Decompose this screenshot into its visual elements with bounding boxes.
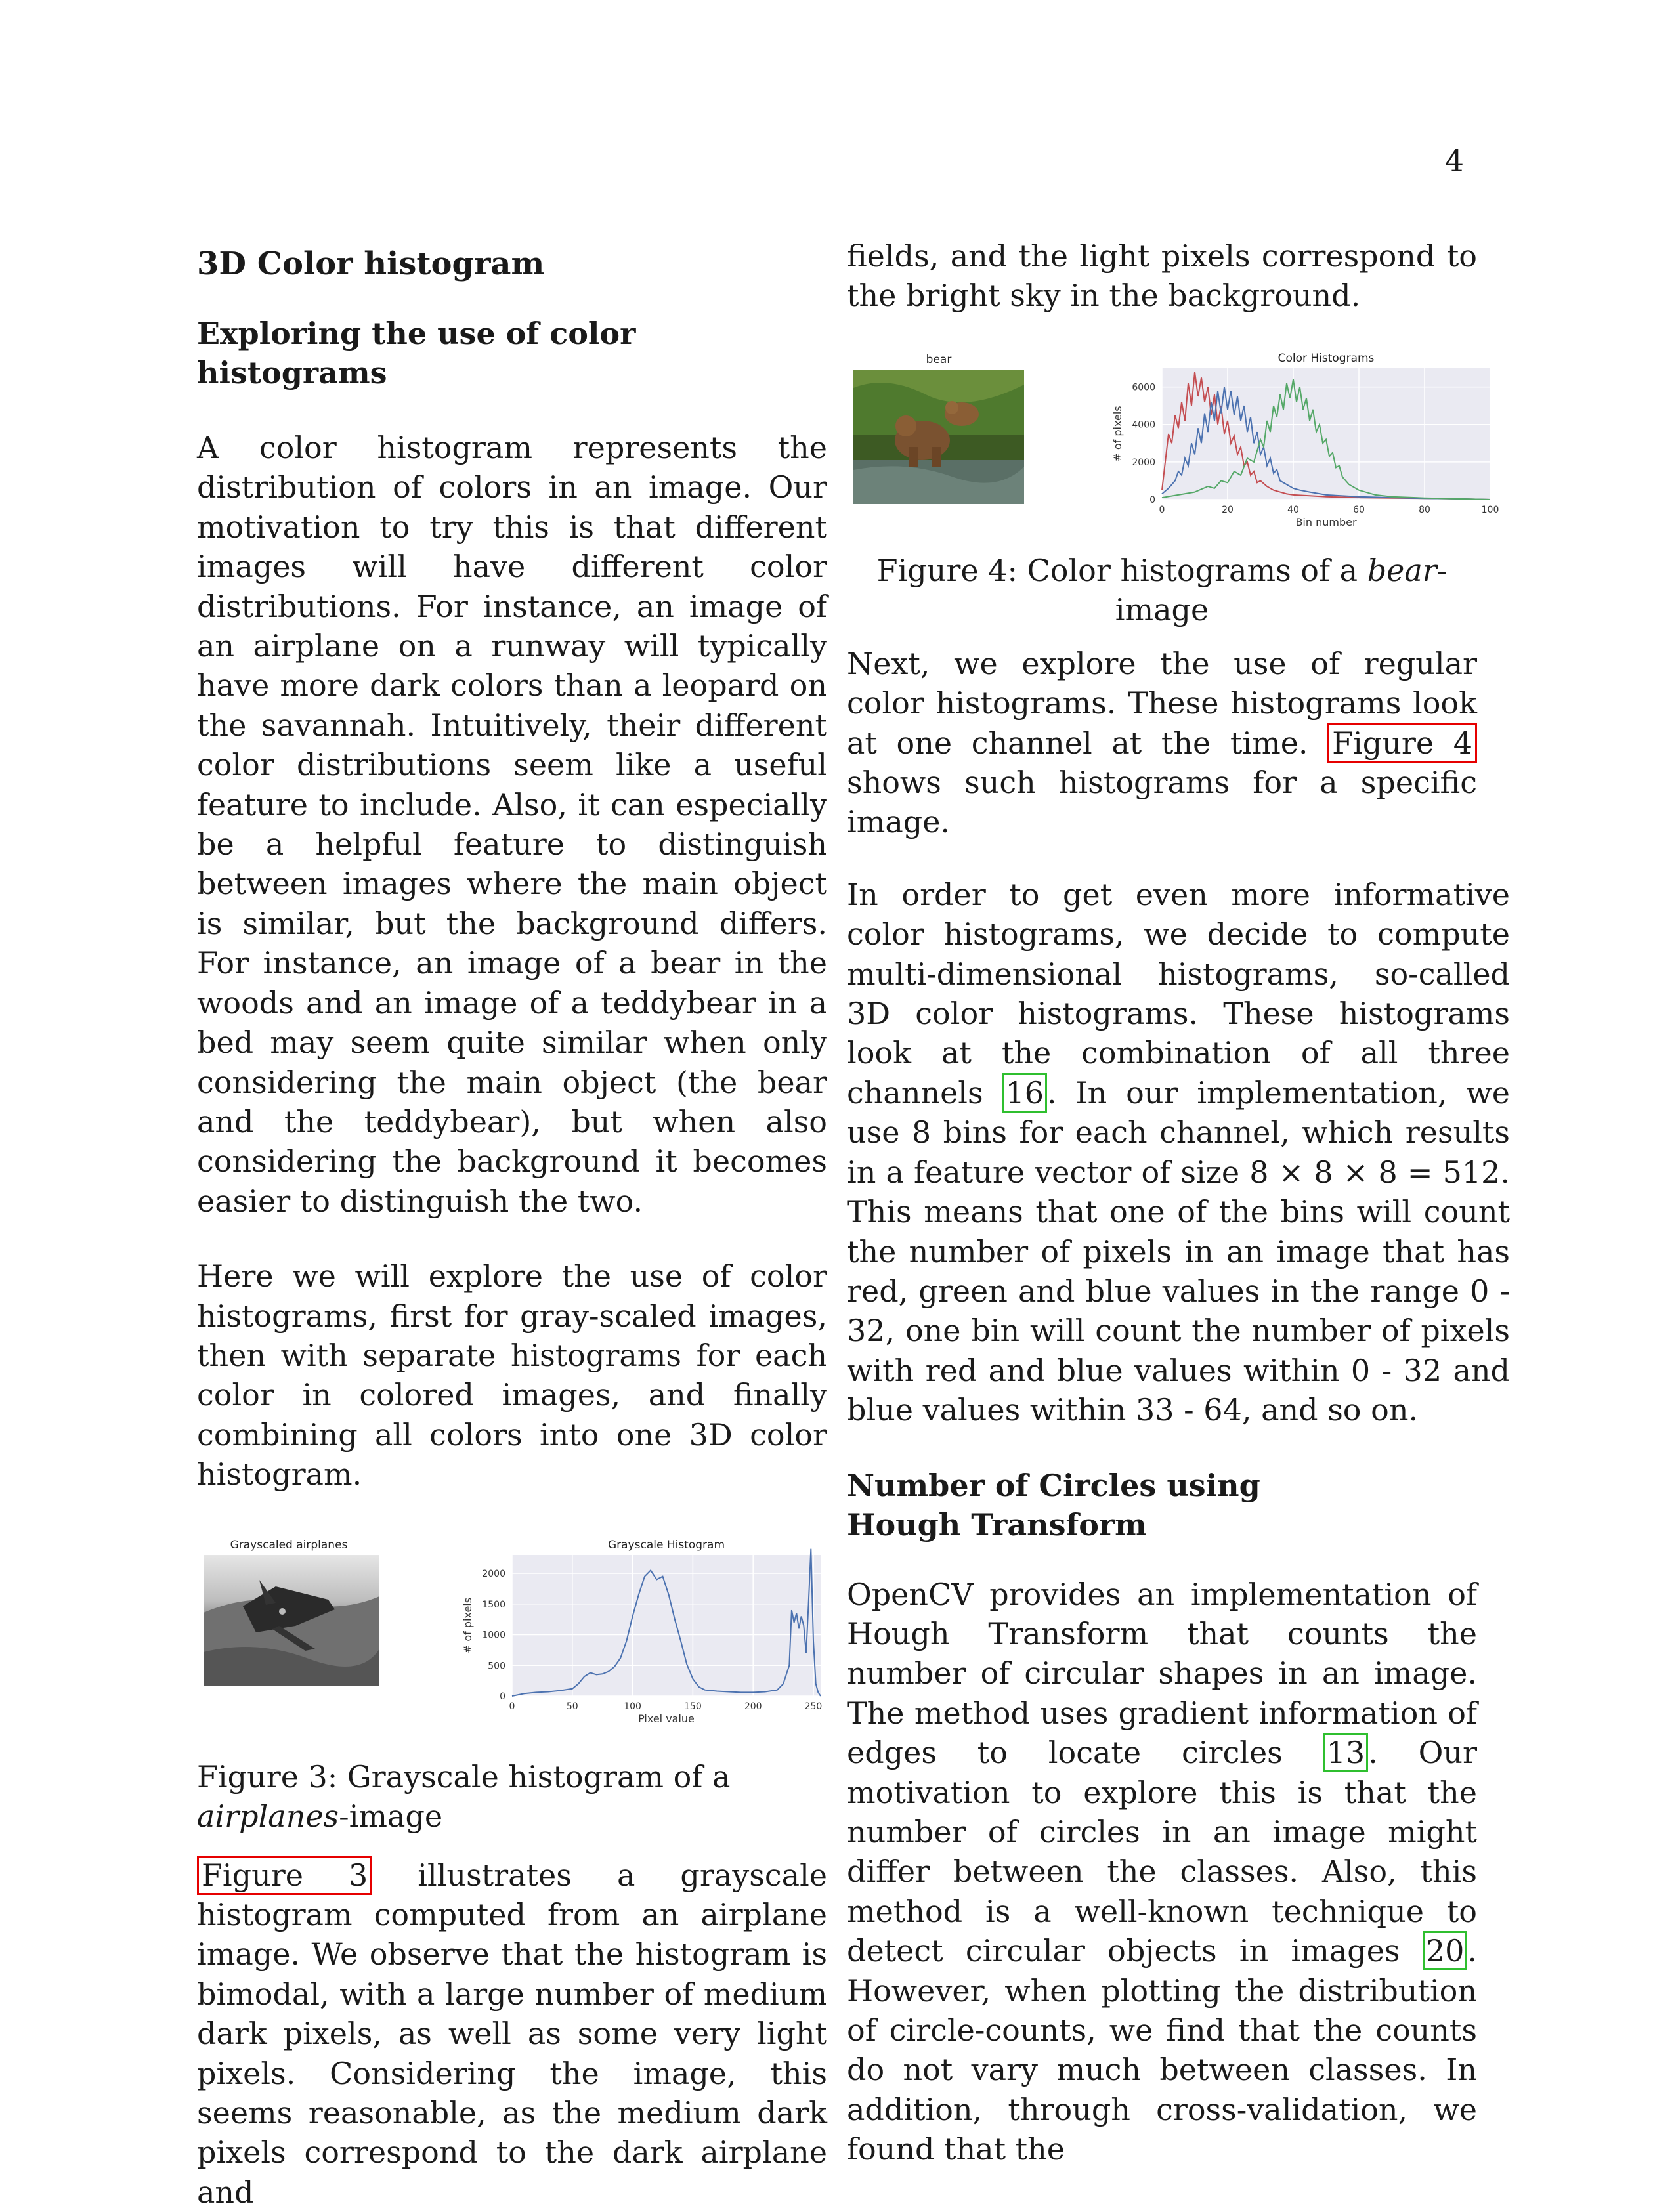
paragraph-3d-histograms — [847, 875, 1510, 1430]
y-axis-label: # of pixels — [461, 1597, 474, 1653]
subsection-heading-color-histograms: Exploring the use of color histograms — [197, 316, 636, 391]
x-tick-label: 150 — [684, 1701, 702, 1712]
chart-title: Color Histograms — [1277, 351, 1375, 365]
section-heading-3d-color-histogram: 3D Color histogram — [197, 245, 545, 282]
y-tick-label: 6000 — [1132, 382, 1155, 393]
right-column — [847, 236, 1510, 2169]
figure-4-caption — [847, 551, 1477, 629]
citation-13-link[interactable]: 13 — [1323, 1733, 1369, 1772]
x-axis-label: Pixel value — [638, 1712, 695, 1725]
caption-suffix: -image — [339, 1798, 443, 1834]
citation-20-link[interactable]: 20 — [1423, 1931, 1468, 1970]
paragraph-hough-transform — [847, 1575, 1477, 2169]
y-tick-label: 2000 — [482, 1568, 505, 1579]
paragraph-text: shows such histograms for a specific image. — [847, 765, 1477, 840]
paragraph-text: In order to get even more informative color histograms, we decide to compute multi-dimensional histograms, so-called 3D color histograms. These histograms look at the combination of all three channels — [847, 876, 1510, 1111]
airplane-grayscale-photo — [204, 1555, 379, 1686]
paragraph-text: . However, when plotting the distribution of circle-counts, we find that the counts do not vary much between classes. In addition, through cross-validation, we found that the — [847, 1933, 1477, 2167]
x-tick-label: 40 — [1287, 504, 1299, 515]
left-column — [197, 236, 827, 2212]
paragraph-explore-histograms: Here we will explore the use of color histograms, first for gray-scaled images, then with separate histograms for each color in colored images, and finally combining all colors into one 3D color histogram. — [197, 1258, 827, 1493]
y-tick-label: 0 — [500, 1691, 505, 1702]
paragraph-text: illustrates a grayscale histogram computed from an airplane image. We observe that the histogram is bimodal, with a large number of medium dark pixels, as well as some very light pixels. Considering the image, this seems reasonable, as the medium dark pixels correspond to the dark airplane and — [197, 1857, 827, 2210]
section-heading-hough-transform: Number of Circles using Hough Transform — [847, 1467, 1260, 1542]
figure-3 — [197, 1534, 827, 1731]
x-tick-label: 80 — [1419, 504, 1430, 515]
figure-3-link[interactable]: Figure 3 — [197, 1856, 372, 1895]
paragraph-text: . Our motivation to explore this is that the number of circles in an image might differ between the classes. Also, this method is a well-known technique to detect circular objects in images — [847, 1735, 1477, 1969]
paragraph-text: OpenCV provides an implementation of Hough Transform that counts the number of circular shapes in an image. The method uses gradient information of edges to locate circles — [847, 1576, 1477, 1771]
figure-4 — [847, 349, 1499, 539]
x-axis-label: Bin number — [1295, 515, 1357, 528]
caption-text: Figure 3: Grayscale histogram of a — [197, 1758, 731, 1795]
paragraph-text: Next, we explore the use of regular color histograms. These histograms look at one channel at the time. — [847, 645, 1477, 761]
figure-3-caption — [197, 1757, 827, 1836]
figure-4-link[interactable]: Figure 4 — [1327, 723, 1477, 763]
x-tick-label: 60 — [1353, 504, 1365, 515]
x-tick-label: 200 — [744, 1701, 762, 1712]
y-tick-label: 4000 — [1132, 419, 1155, 431]
figure-4-graphic — [847, 349, 1057, 539]
x-tick-label: 100 — [624, 1701, 641, 1712]
y-axis-label: # of pixels — [1111, 406, 1124, 462]
y-tick-label: 1000 — [482, 1630, 505, 1641]
x-tick-label: 250 — [804, 1701, 823, 1712]
x-tick-label: 20 — [1222, 504, 1234, 515]
caption-suffix: -image — [1115, 552, 1448, 627]
x-tick-label: 50 — [566, 1701, 578, 1712]
caption-text: Figure 4: Color histograms of a — [876, 552, 1367, 588]
citation-16-link[interactable]: 16 — [1002, 1073, 1047, 1113]
plot-area — [512, 1555, 821, 1696]
x-tick-label: 0 — [509, 1701, 515, 1712]
caption-emphasis: airplanes — [197, 1798, 339, 1834]
bear-photo — [853, 370, 1024, 504]
grayscale-histogram-chart — [460, 1534, 827, 1731]
figure-4-image-title: bear — [926, 352, 952, 366]
x-tick-label: 0 — [1159, 504, 1165, 515]
paragraph-figure-3-description — [197, 1856, 827, 2212]
y-tick-label: 2000 — [1132, 457, 1155, 468]
paragraph-text: . In our implementation, we use 8 bins for each channel, which results in a feature vector of size 8 × 8 × 8 = 512. This means that one of the bins will count the number of pixels in an image that has red, green and blue values in the range 0 - 32, one bin will count the number of pixels with red and blue values within 0 - 32 and blue values within 33 - 64, and so on. — [847, 1074, 1510, 1428]
chart-title: Grayscale Histogram — [607, 1538, 725, 1552]
y-tick-label: 500 — [488, 1660, 505, 1671]
plot-area — [1162, 368, 1490, 500]
paragraph-color-histogram-intro: A color histogram represents the distribution of colors in an image. Our motivation to try this is that different images will have different color distributions. For instance, an image of an airplane on a runway will typically have more dark colors than a leopard on the savannah. Intuitively, their different color distributions seem like a useful feature to include. Also, it can especially be a helpful feature to distinguish between images where the main object is similar, but the background differs. For instance, an image of a bear in the woods and an image of a teddybear in a bed may seem quite similar when only considering the main object (the bear and the teddybear), but when also considering the background it becomes easier to distinguish the two. — [197, 430, 827, 1219]
page-number: 4 — [1444, 143, 1464, 179]
paragraph-regular-histograms — [847, 644, 1477, 842]
color-histograms-chart — [1103, 349, 1510, 539]
y-tick-label: 0 — [1149, 494, 1155, 505]
caption-emphasis: bear — [1367, 552, 1437, 588]
paragraph-continued: fields, and the light pixels correspond to the bright sky in the background. — [847, 238, 1477, 314]
figure-3-image-title: Grayscaled airplanes — [230, 1538, 348, 1552]
x-tick-label: 100 — [1481, 504, 1499, 515]
y-tick-label: 1500 — [482, 1599, 505, 1610]
